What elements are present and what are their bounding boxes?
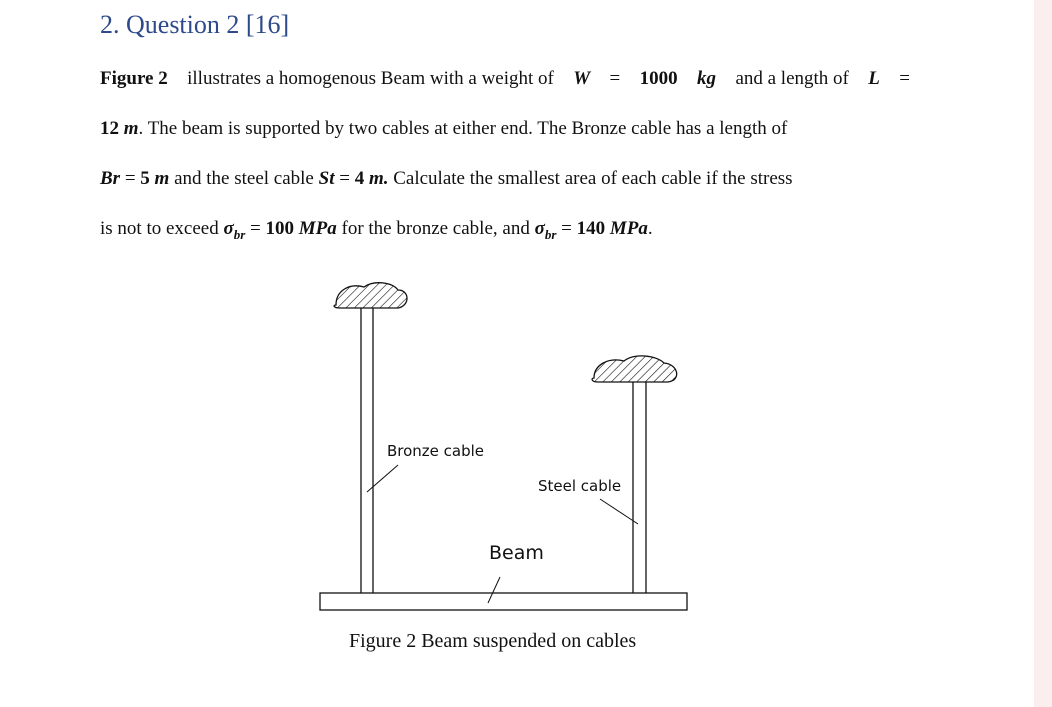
- beam: [320, 593, 687, 610]
- steel-length-unit: m.: [368, 168, 389, 189]
- length-symbol: L: [868, 68, 880, 89]
- text-segment: illustrates a homogenous Beam with a weight of: [187, 68, 554, 89]
- text-segment: Calculate the smallest area of each cable if the stress: [388, 168, 793, 189]
- bronze-cable-label: Bronze cable: [387, 442, 485, 460]
- bronze-leader-line: [367, 465, 398, 492]
- equals-sign: =: [609, 68, 621, 89]
- steel-cable: [633, 382, 646, 593]
- beam-label: Beam: [489, 542, 544, 564]
- question-heading: 2. Question 2 [16]: [100, 10, 290, 39]
- bronze-length-unit: m: [154, 168, 170, 189]
- text-segment: for the bronze cable, and: [336, 218, 535, 239]
- equals-sign: =: [561, 218, 572, 239]
- text-segment: . The beam is supported by two cables at either end. The Bronze cable has a length of: [138, 118, 788, 139]
- left-ceiling-support: [334, 283, 407, 308]
- equals-sign: =: [899, 68, 910, 89]
- steel-stress-value: 140: [576, 218, 606, 239]
- steel-leader-line: [600, 499, 638, 524]
- bronze-stress-symbol: $\sigma_{br}$: [223, 218, 246, 242]
- right-ceiling-support: [592, 356, 677, 382]
- steel-stress-symbol: $\sigma_{br}$: [534, 218, 557, 242]
- figure-caption: Figure 2 Beam suspended on cables: [349, 630, 637, 652]
- steel-length-value: 4: [354, 168, 365, 189]
- equals-sign: =: [339, 168, 350, 189]
- length-value: 12: [100, 118, 119, 139]
- bronze-stress-unit: MPa: [298, 218, 337, 239]
- weight-symbol: W: [573, 68, 591, 89]
- steel-cable-label: Steel cable: [538, 477, 622, 495]
- steel-stress-unit: MPa: [609, 218, 648, 239]
- bronze-cable: [361, 308, 373, 593]
- bronze-length-value: 5: [140, 168, 150, 189]
- side-panel-strip: [1034, 0, 1052, 707]
- text-segment: is not to exceed: [100, 218, 224, 239]
- figure-reference: Figure 2: [100, 68, 168, 89]
- weight-unit: kg: [697, 68, 717, 89]
- weight-value: 1000: [639, 68, 678, 89]
- text-segment: and a length of: [735, 68, 849, 89]
- equals-sign: =: [124, 168, 136, 189]
- text-segment: .: [647, 218, 653, 239]
- length-unit: m: [123, 118, 139, 139]
- equals-sign: =: [250, 218, 261, 239]
- bronze-stress-value: 100: [265, 218, 294, 239]
- bronze-length-symbol: Br: [100, 168, 121, 189]
- steel-length-symbol: St: [318, 168, 335, 189]
- text-segment: and the steel cable: [169, 168, 319, 189]
